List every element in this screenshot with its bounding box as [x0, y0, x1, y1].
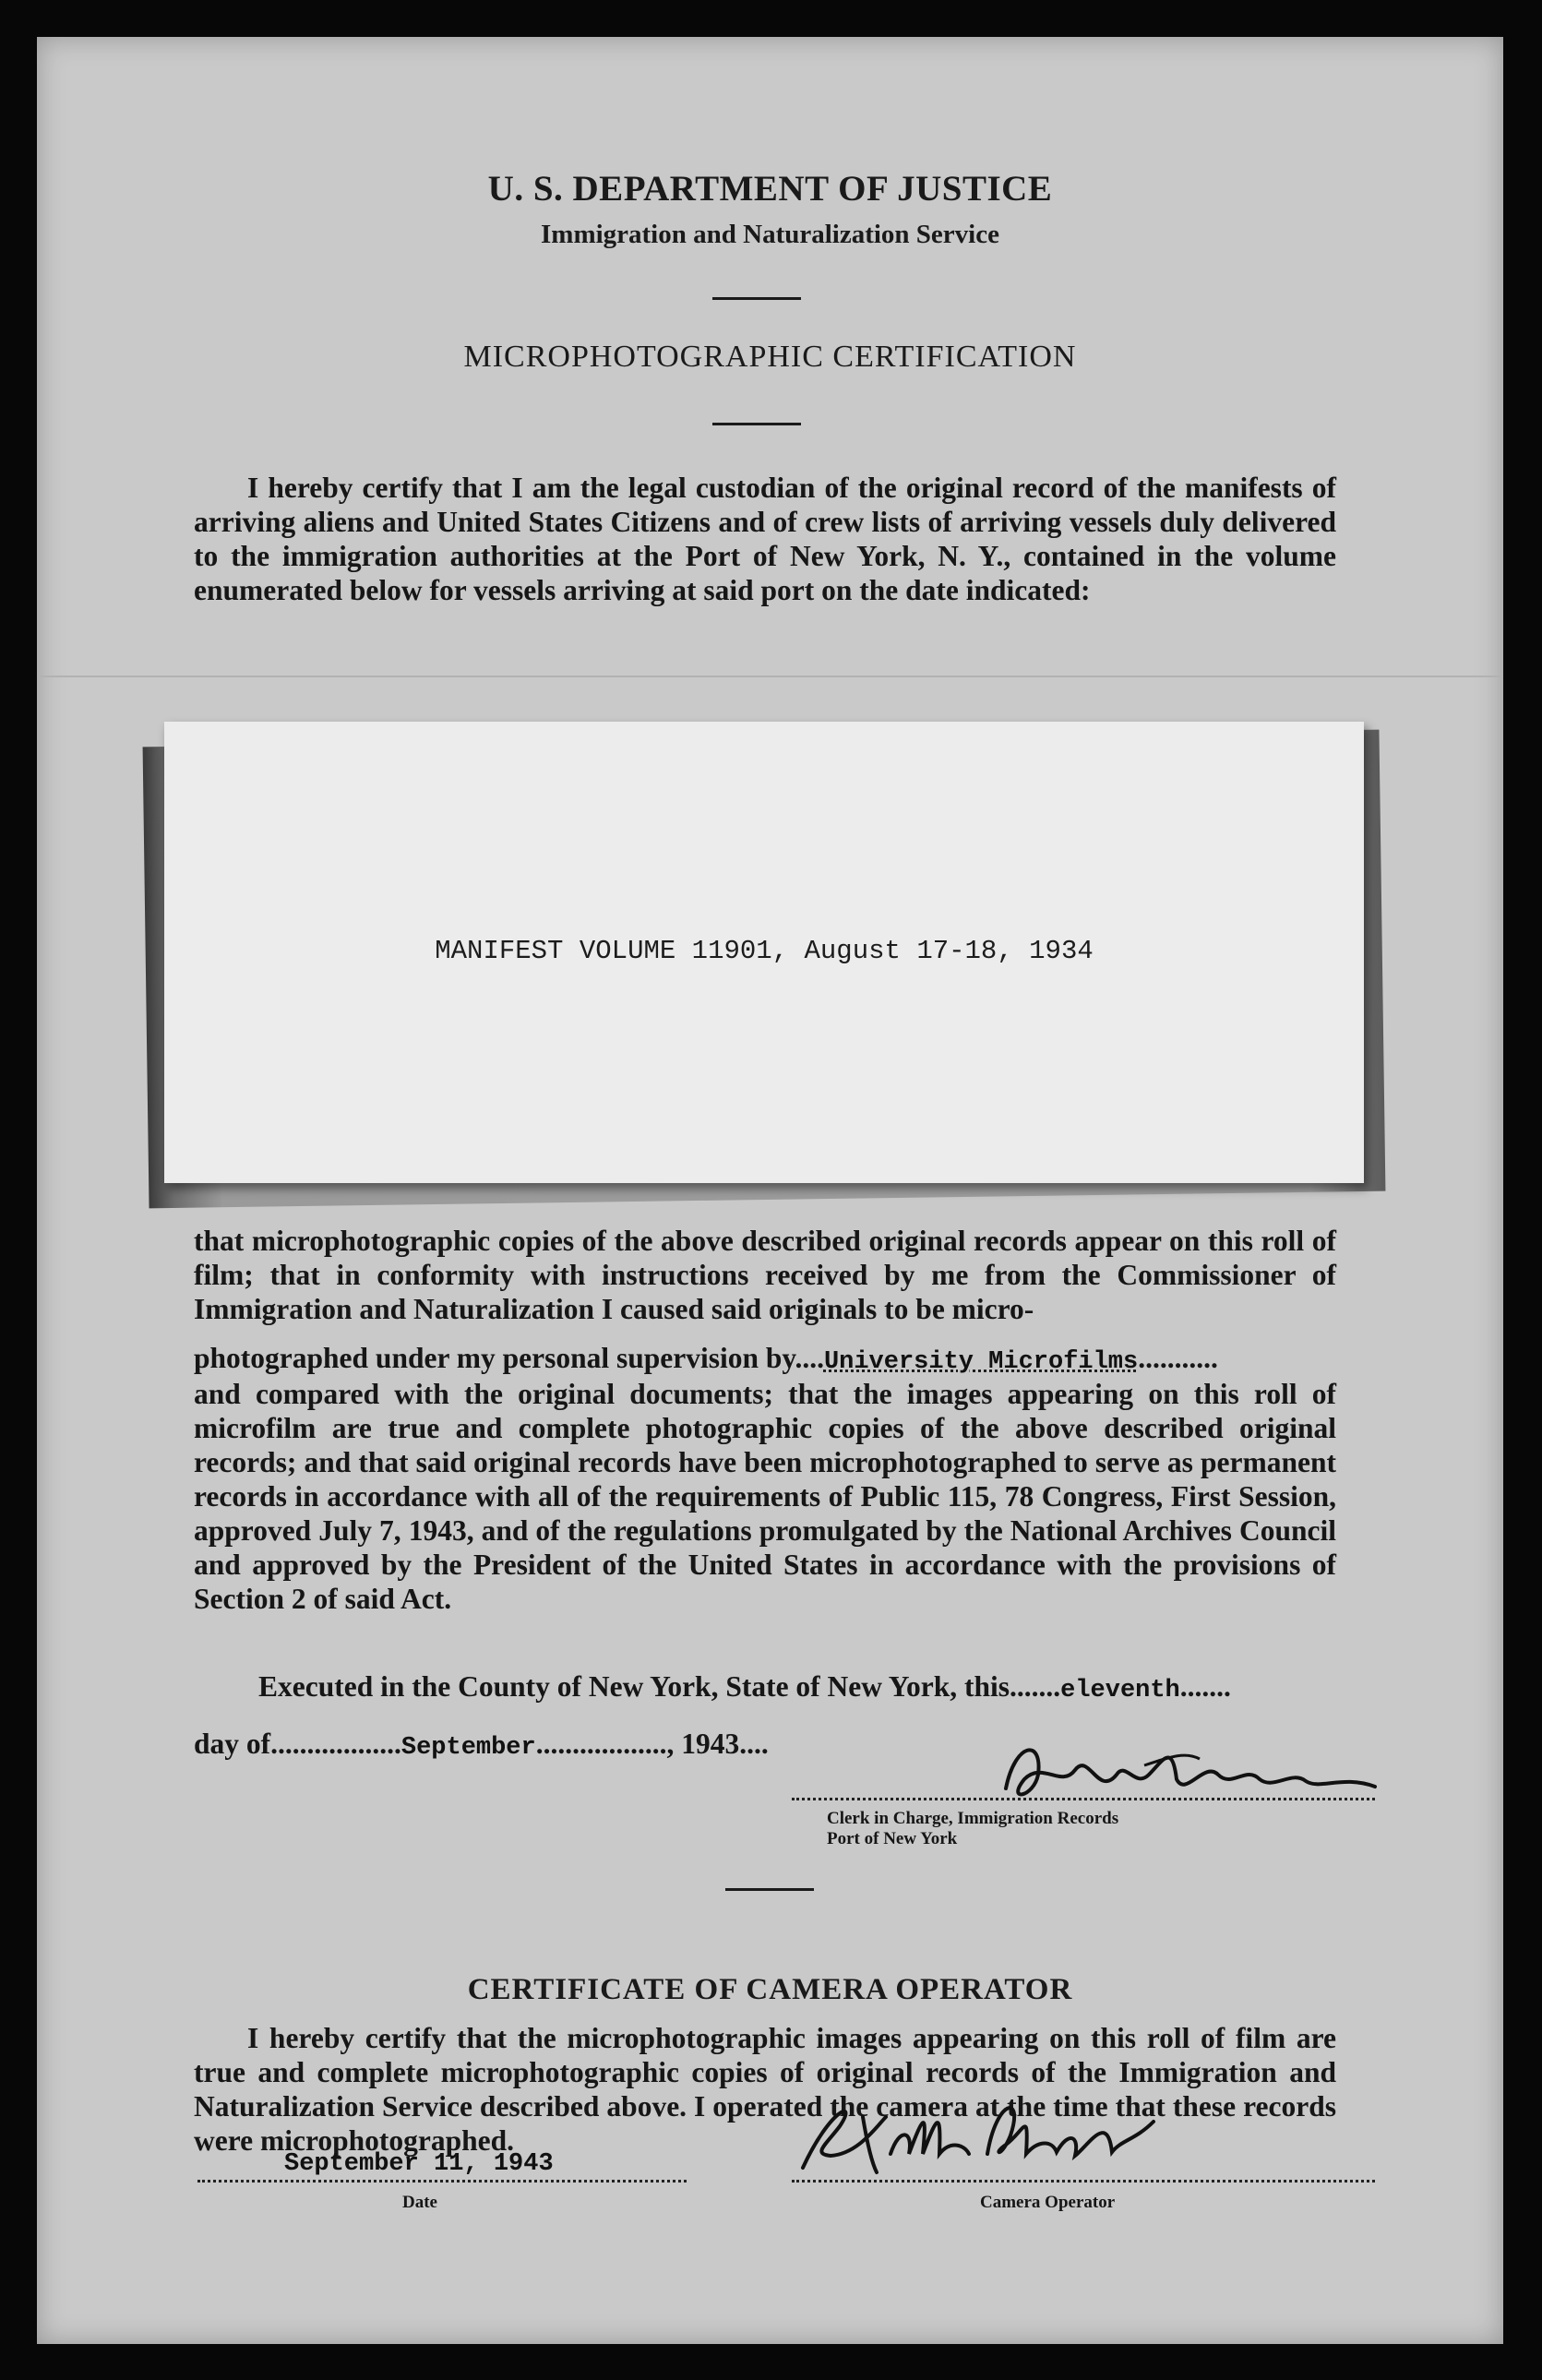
operator-signature [775, 2089, 1163, 2182]
execution-year: , 1943 [666, 1728, 740, 1760]
divider [712, 297, 801, 300]
body-paragraph-2 [194, 1377, 1336, 1616]
camera-operator-title: CERTIFICATE OF CAMERA OPERATOR [467, 1973, 1073, 2006]
supervision-line: photographed under my personal supervision by....University Microfilms........... [194, 1342, 1218, 1376]
certification-title: MICROPHOTOGRAPHIC CERTIFICATION [463, 340, 1077, 374]
clerk-signature [987, 1733, 1384, 1816]
body-paragraph-1 [194, 1224, 1336, 1326]
execution-day: eleventh [1060, 1677, 1180, 1704]
date-label: Date [402, 2193, 437, 2212]
service-subheading: Immigration and Naturalization Service [541, 220, 999, 249]
day-of-line: day of..................September.................., 1943.... [194, 1728, 769, 1762]
body-text-2: and compared with the original documents; that the images appearing on this roll of microfilm are true and complete photographic copies of the above described original records; and that said original records have been microphotographed to serve as permanent records in accordance with all of the requirements of Public 115, 78 Congress, First Session, approved July 7, 1943, and of the regulations promulgated by the National Archives Council and approved by the President of the United States in accordance with the provisions of Section 2 of said Act. [194, 1378, 1336, 1615]
day-of-label: day of [194, 1728, 271, 1760]
supervisor-name: University Microfilms [823, 1348, 1139, 1376]
execution-prefix: Executed in the County of New York, State of New York, this [258, 1670, 1010, 1703]
volume-card [146, 700, 1401, 1216]
manifest-volume-label: MANIFEST VOLUME 11901, August 17-18, 1934 [435, 936, 1094, 966]
divider [725, 1888, 814, 1891]
camera-operator-text: I hereby certify that the microphotographic images appearing on this roll of film are true and complete microphotographic copies of original records of the Immigration and Naturalization Service described above. I operated the camera at the time that these records were microphotographed. [194, 2022, 1336, 2157]
department-heading: U. S. DEPARTMENT OF JUSTICE [487, 169, 1053, 209]
supervision-prefix: photographed under my personal supervision by [194, 1342, 795, 1374]
intro-paragraph [194, 471, 1336, 607]
fold-line [37, 676, 1503, 677]
clerk-title-line2: Port of New York [827, 1829, 958, 1848]
date-line [197, 2180, 687, 2183]
body-text-1: that microphotographic copies of the above described original records appear on this roll of film; that in conformity with instructions received by me from the Commissioner of Immigration and Naturalization I caused said originals to be micro- [194, 1225, 1336, 1325]
camera-operator-paragraph [194, 2021, 1336, 2158]
camera-operator-label: Camera Operator [980, 2193, 1116, 2212]
intro-text: I hereby certify that I am the legal custodian of the original record of the manifests of arriving aliens and United States Citizens and of crew lists of arriving vessels duly delivered to the immigration authorities at the Port of New York, N. Y., contained in the volume enumerated below for vessels arriving at said port on the date indicated: [194, 472, 1336, 606]
certificate-sheet [37, 37, 1503, 2344]
execution-month: September [400, 1734, 536, 1762]
divider [712, 423, 801, 425]
operator-date: September 11, 1943 [284, 2150, 554, 2178]
execution-line: Executed in the County of New York, State of New York, this.......eleventh....... [258, 1670, 1231, 1704]
clerk-title-line1: Clerk in Charge, Immigration Records [827, 1809, 1119, 1828]
card-paper [164, 722, 1364, 1183]
